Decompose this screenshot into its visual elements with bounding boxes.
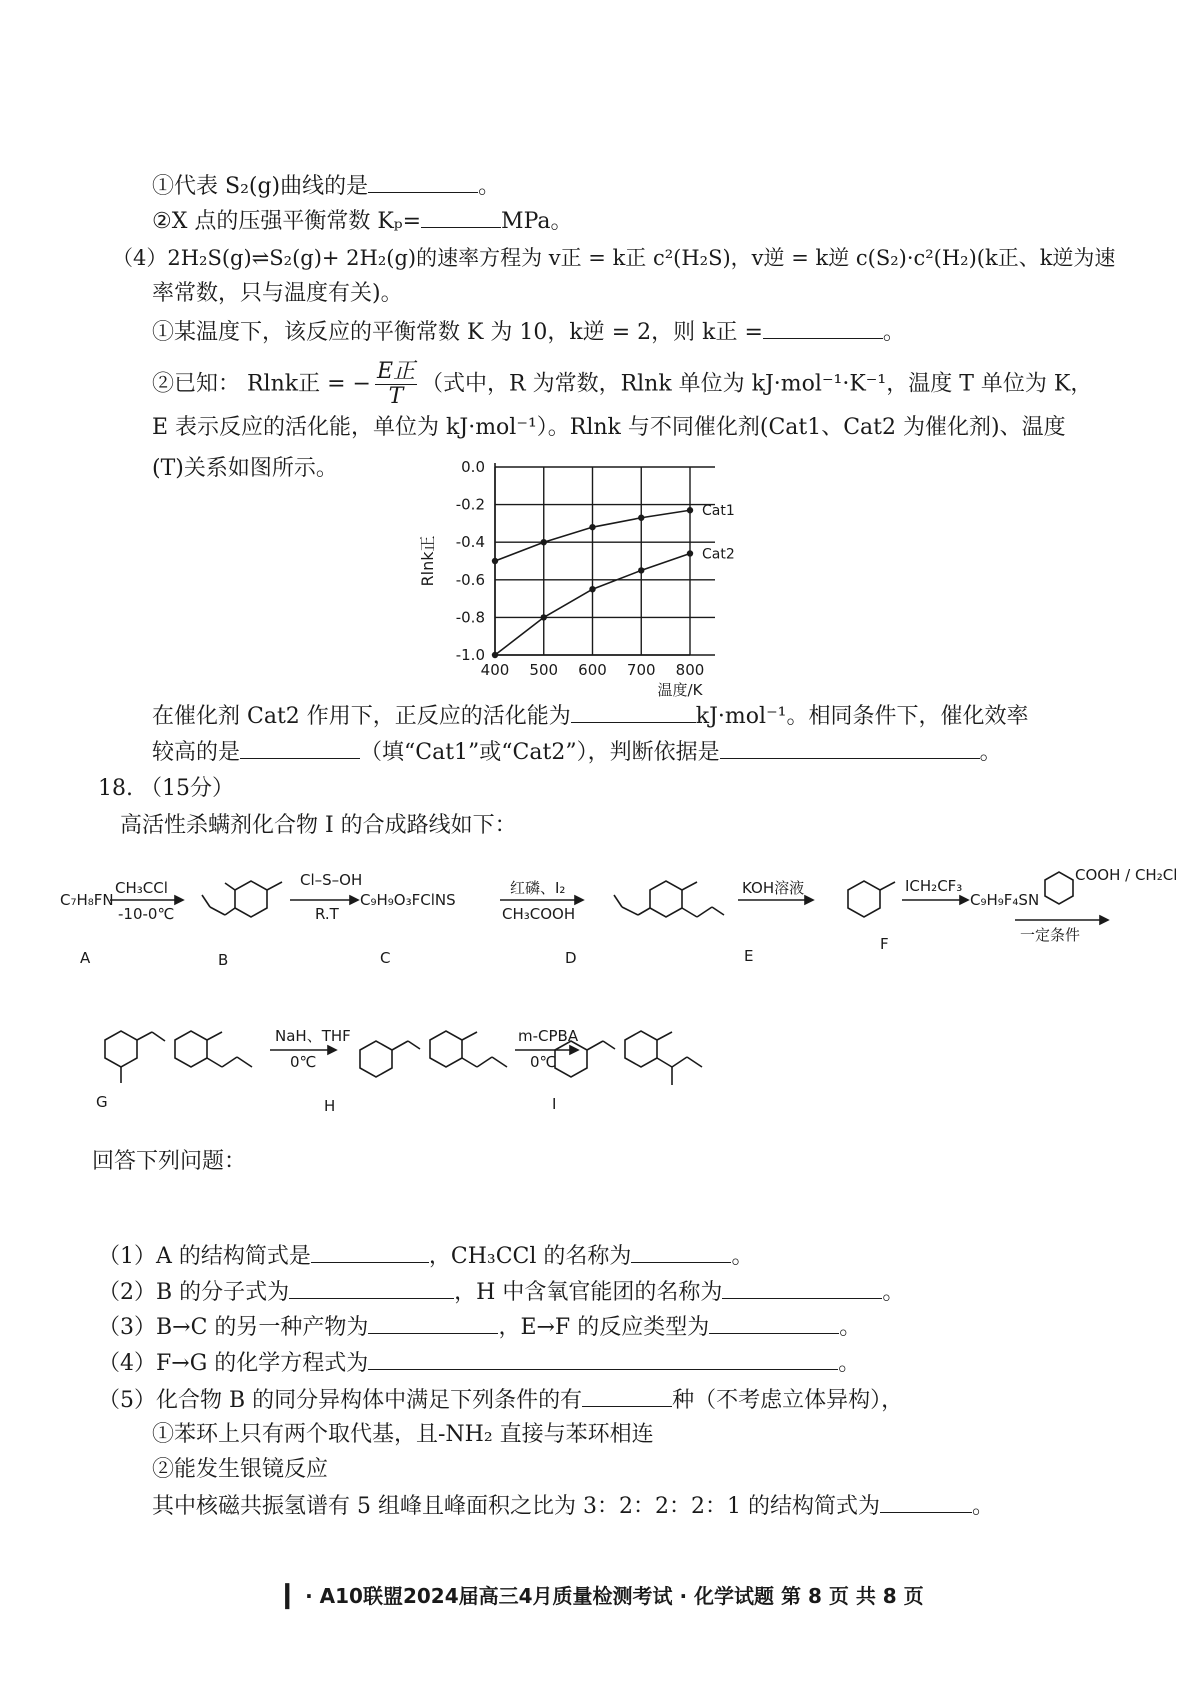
text: 。 xyxy=(979,740,1002,765)
text: （2）B 的分子式为 xyxy=(98,1280,290,1305)
label-d: D xyxy=(565,949,577,967)
text: 。 xyxy=(731,1244,754,1269)
x-tick-label: 500 xyxy=(529,661,559,679)
data-point-cat1 xyxy=(589,524,595,530)
q17-4-2 xyxy=(152,360,1092,409)
q17-4-3 xyxy=(152,702,1029,731)
text: 。 xyxy=(839,1315,862,1340)
text: MPa。 xyxy=(501,209,573,234)
g-benzene-ring xyxy=(175,1031,207,1067)
text: 。 xyxy=(882,320,905,345)
text: ，E→F 的反应类型为 xyxy=(498,1315,710,1340)
x-axis-label: 温度/K xyxy=(657,681,703,699)
text: （5）化合物 B 的同分异构体中满足下列条件的有 xyxy=(98,1388,583,1413)
reagent-2-top: Cl–S–OH xyxy=(300,871,363,889)
reagent-6-bottom: 一定条件 xyxy=(1020,926,1081,944)
text: kJ·mol⁻¹。相同条件下，催化效率 xyxy=(695,704,1029,729)
q17-4-2-line2: E 表示反应的活化能，单位为 kJ·mol⁻¹）。Rlnk 与不同催化剂(Cat1、Cat2 为催化剂)、温度 xyxy=(152,415,1066,440)
synthesis-route xyxy=(60,845,1178,1115)
answer-blank[interactable] xyxy=(240,738,360,759)
h-benzene-ring-2 xyxy=(360,1041,392,1077)
label-e: E xyxy=(744,947,754,965)
q18-3 xyxy=(98,1313,861,1342)
reagent-1-top: CH₃CCl xyxy=(115,879,168,897)
q18-prompt: 回答下列问题： xyxy=(92,1149,247,1174)
y-tick-label: -1.0 xyxy=(455,646,485,664)
y-tick-label: -0.8 xyxy=(455,608,485,627)
q17-3-2 xyxy=(152,207,573,236)
y-tick-label: 0.0 xyxy=(461,458,485,476)
x-tick-label: 400 xyxy=(480,661,510,679)
text: 在催化剂 Cat2 作用下，正反应的活化能为 xyxy=(152,704,571,729)
label-b: B xyxy=(218,951,229,969)
x-tick-label: 700 xyxy=(626,661,656,679)
q17-4-line1: （4）2H₂S(g)⇌S₂(g)+ 2H₂(g)的速率方程为 v正 = k正 c²(H₂S)，v逆 = k逆 c(S₂)·c²(H₂)(k正、k逆为速 xyxy=(112,246,1116,270)
data-point-cat2 xyxy=(687,550,693,556)
q18-5-c2: ②能发生银镜反应 xyxy=(152,1457,329,1482)
answer-blank[interactable] xyxy=(763,318,883,339)
reagent-7-top: NaH、THF xyxy=(275,1027,351,1045)
answer-blank[interactable] xyxy=(631,1242,731,1263)
x-tick-label: 800 xyxy=(675,661,705,679)
label-g: G xyxy=(96,1093,108,1111)
text: 。 xyxy=(971,1494,994,1519)
q17-3-1 xyxy=(152,172,500,201)
reagent-2-bottom: R.T xyxy=(315,905,339,923)
y-tick-label: -0.2 xyxy=(455,495,485,514)
data-point-cat1 xyxy=(541,539,547,545)
data-point-cat2 xyxy=(541,614,547,620)
reagent-8-top: m-CPBA xyxy=(518,1027,579,1045)
answer-blank[interactable] xyxy=(582,1386,672,1407)
q17-4-line2: 率常数，只与温度有关)。 xyxy=(152,281,403,306)
reagent-4-top: KOH溶液 xyxy=(742,879,805,897)
q18-4 xyxy=(98,1349,860,1378)
label-f: F xyxy=(880,935,889,953)
q18-1 xyxy=(98,1242,753,1271)
reagent-8-bottom: 0℃ xyxy=(530,1053,557,1071)
answer-blank[interactable] xyxy=(368,1349,838,1370)
i-benzene-ring xyxy=(625,1031,657,1067)
label-c: C xyxy=(380,949,391,967)
text: 。 xyxy=(882,1280,905,1305)
q18-heading: 18. （15分） xyxy=(98,776,234,801)
text: ①某温度下，该反应的平衡常数 K 为 10，k逆 = 2，则 k正 = xyxy=(152,320,763,345)
q18-2 xyxy=(98,1278,904,1307)
series-label-cat2: Cat2 xyxy=(702,546,735,563)
text: 。 xyxy=(478,174,501,199)
reagent-7-bottom: 0℃ xyxy=(290,1053,317,1071)
label-a: A xyxy=(80,949,91,967)
h-benzene-ring xyxy=(430,1031,462,1067)
logo-icon: ❙ xyxy=(276,1580,299,1610)
answer-blank[interactable] xyxy=(368,172,478,193)
series-label-cat1: Cat1 xyxy=(702,503,735,520)
answer-blank[interactable] xyxy=(720,738,980,759)
answer-blank[interactable] xyxy=(421,207,501,228)
text: （4）F→G 的化学方程式为 xyxy=(98,1351,369,1376)
answer-blank[interactable] xyxy=(311,1242,429,1263)
answer-blank[interactable] xyxy=(880,1492,972,1513)
text: 种（不考虑立体异构）， xyxy=(672,1388,904,1413)
q17-4-1 xyxy=(152,318,905,347)
text: 。 xyxy=(838,1351,861,1376)
a-formula: C₇H₈FN xyxy=(60,891,114,909)
data-point-cat2 xyxy=(492,652,498,658)
g-benzene-ring-2 xyxy=(105,1031,137,1067)
reagent-benzene-ring xyxy=(1045,872,1073,904)
text: （1）A 的结构简式是 xyxy=(98,1244,311,1269)
text: ②已知： Rlnk正 = − xyxy=(152,371,371,397)
reagent-3-top: 红磷、I₂ xyxy=(510,879,566,897)
y-tick-label: -0.4 xyxy=(455,533,485,552)
d-benzene-ring xyxy=(650,881,682,917)
label-h: H xyxy=(324,1097,336,1115)
answer-blank[interactable] xyxy=(709,1313,839,1334)
text: （式中，R 为常数，Rlnk 单位为 kJ·mol⁻¹·K⁻¹，温度 T 单位为 K， xyxy=(421,371,1093,397)
text: 较高的是 xyxy=(152,740,241,765)
f-formula: C₉H₉F₄SN xyxy=(970,891,1040,909)
y-tick-label: -0.6 xyxy=(455,570,485,589)
footer-text: · A10联盟2024届高三4月质量检测考试 · 化学试题 第 8 页 共 8 页 xyxy=(305,1584,924,1608)
q17-4-3-line2 xyxy=(152,738,1002,767)
fraction xyxy=(375,360,417,409)
q18-5-c1: ①苯环上只有两个取代基，且-NH₂ 直接与苯环相连 xyxy=(152,1422,654,1447)
data-point-cat2 xyxy=(638,567,644,573)
reagent-6-top: COOH / CH₂Cl xyxy=(1075,866,1178,884)
data-point-cat1 xyxy=(687,507,693,513)
text: （填“Cat1”或“Cat2”），判断依据是 xyxy=(360,740,720,765)
text: ①代表 S₂(g)曲线的是 xyxy=(152,174,369,199)
answer-blank[interactable] xyxy=(289,1278,454,1299)
reagent-5-top: ICH₂CF₃ xyxy=(905,877,963,895)
c-formula: C₉H₉O₃FClNS xyxy=(360,891,456,909)
x-tick-label: 600 xyxy=(578,661,607,679)
q17-4-2-line3: (T)关系如图所示。 xyxy=(152,456,338,481)
text: ②X 点的压强平衡常数 Kₚ= xyxy=(152,209,422,234)
data-point-cat1 xyxy=(492,558,498,564)
reagent-3-bottom: CH₃COOH xyxy=(502,905,576,923)
fraction-numerator: E正 xyxy=(376,359,416,384)
answer-blank[interactable] xyxy=(368,1313,498,1334)
q18-5-c3 xyxy=(152,1492,994,1521)
b-benzene-ring xyxy=(235,881,267,917)
fraction-denominator: T xyxy=(388,384,404,409)
q18-intro: 高活性杀螨剂化合物 I 的合成路线如下： xyxy=(120,813,517,838)
reagent-1-bottom: -10-0℃ xyxy=(118,905,175,923)
text: ，H 中含氧官能团的名称为 xyxy=(454,1280,723,1305)
e-benzene-ring xyxy=(848,881,880,917)
q18-5 xyxy=(98,1386,903,1415)
rlnk-chart xyxy=(420,455,780,725)
text: （3）B→C 的另一种产物为 xyxy=(98,1315,369,1340)
text: 其中核磁共振氢谱有 5 组峰且峰面积之比为 3：2：2：2：1 的结构简式为 xyxy=(152,1494,880,1519)
answer-blank[interactable] xyxy=(722,1278,882,1299)
data-point-cat2 xyxy=(589,586,595,592)
answer-blank[interactable] xyxy=(571,702,696,723)
y-axis-label: Rlnk正 xyxy=(418,535,437,587)
data-point-cat1 xyxy=(638,515,644,521)
page-footer xyxy=(0,1580,1200,1610)
label-i: I xyxy=(552,1095,557,1113)
text: ，CH₃CCl 的名称为 xyxy=(428,1244,632,1269)
